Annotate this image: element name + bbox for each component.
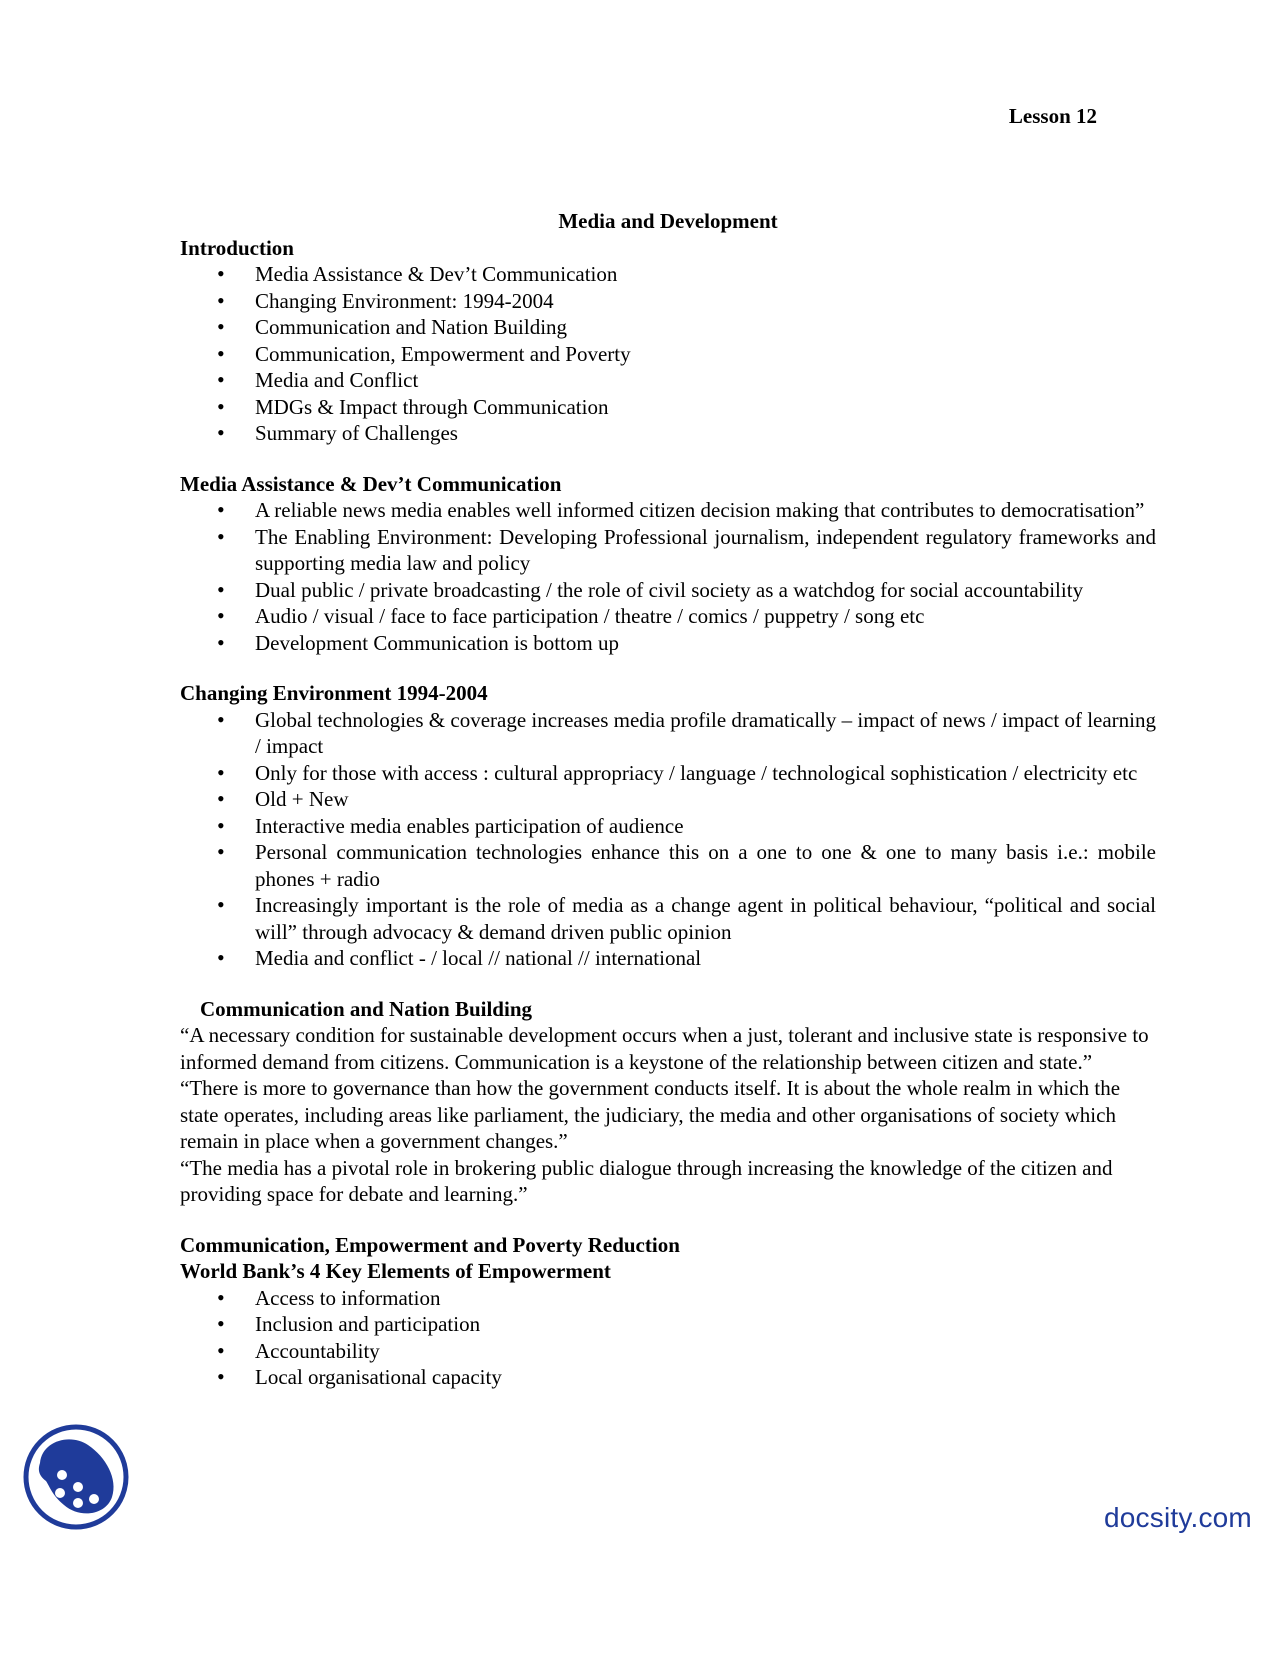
list-item: • MDGs & Impact through Communication [255, 394, 1156, 421]
empowerment-heading: Communication, Empowerment and Poverty Reduction [180, 1232, 680, 1257]
list-item: • The Enabling Environment: Developing Professional journalism, independent regulatory frameworks and supporting media law and policy [255, 524, 1156, 577]
list-item: • Local organisational capacity [255, 1364, 1156, 1391]
list-item: • Summary of Challenges [255, 420, 1156, 447]
list-item: • Personal communication technologies enhance this on a one to one & one to many basis i.e.: mobile phones + radio [255, 839, 1156, 892]
intro-heading: Introduction [180, 235, 294, 260]
page-title: Media and Development [558, 209, 778, 233]
list-item: • Interactive media enables participation of audience [255, 813, 1156, 840]
media-assistance-heading: Media Assistance & Dev’t Communication [180, 471, 562, 496]
quote-paragraph: “A necessary condition for sustainable development occurs when a just, tolerant and inclusive state is responsive to informed demand from citizens. Communication is a keystone of the relationship between citizen and state.” [180, 1023, 1149, 1074]
list-item: • Global technologies & coverage increases media profile dramatically – impact of news / impact of learning / impact [255, 707, 1156, 760]
list-item: • Media Assistance & Dev’t Communication [255, 261, 1156, 288]
list-item: • Dual public / private broadcasting / the role of civil society as a watchdog for social accountability [255, 577, 1156, 604]
list-item: • Audio / visual / face to face participation / theatre / comics / puppetry / song etc [255, 603, 1156, 630]
list-item: • A reliable news media enables well informed citizen decision making that contributes to democratisation” [255, 497, 1156, 524]
changing-environment-heading: Changing Environment 1994-2004 [180, 681, 488, 705]
docsity-logo-icon[interactable] [22, 1423, 130, 1531]
list-item: • Development Communication is bottom up [255, 630, 1156, 657]
list-item: • Media and Conflict [255, 367, 1156, 394]
quote-paragraph: “There is more to governance than how the government conducts itself. It is about the whole realm in which the state operates, including areas like parliament, the judiciary, the media and other organisations of society which remain in place when a government changes.” [180, 1076, 1121, 1153]
list-item: • Communication and Nation Building [255, 314, 1156, 341]
lesson-label: Lesson 12 [1008, 104, 1097, 128]
list-item: • Old + New [255, 786, 1156, 813]
list-item: • Inclusion and participation [255, 1311, 1156, 1338]
list-item: • Changing Environment: 1994-2004 [255, 288, 1156, 315]
list-item: • Access to information [255, 1285, 1156, 1312]
empowerment-subheading: World Bank’s 4 Key Elements of Empowerment [180, 1259, 611, 1283]
list-item: • Accountability [255, 1338, 1156, 1365]
intro-list [180, 261, 1156, 447]
list-item: • Increasingly important is the role of media as a change agent in political behaviour, “political and social will” through advocacy & demand driven public opinion [255, 892, 1156, 945]
nation-building-heading: Communication and Nation Building [200, 996, 533, 1021]
changing-environment-list [180, 707, 1156, 972]
list-item: • Media and conflict - / local // national // international [255, 945, 1156, 972]
list-item: • Communication, Empowerment and Poverty [255, 341, 1156, 368]
empowerment-list [180, 1285, 1156, 1391]
quote-paragraph: “The media has a pivotal role in brokering public dialogue through increasing the knowledge of the citizen and providing space for debate and learning.” [180, 1155, 1113, 1206]
docsity-link[interactable]: docsity.com [1104, 1502, 1252, 1533]
list-item: • Only for those with access : cultural appropriacy / language / technological sophistication / electricity etc [255, 760, 1156, 787]
document-body [180, 208, 1156, 1391]
media-assistance-list [180, 497, 1156, 656]
